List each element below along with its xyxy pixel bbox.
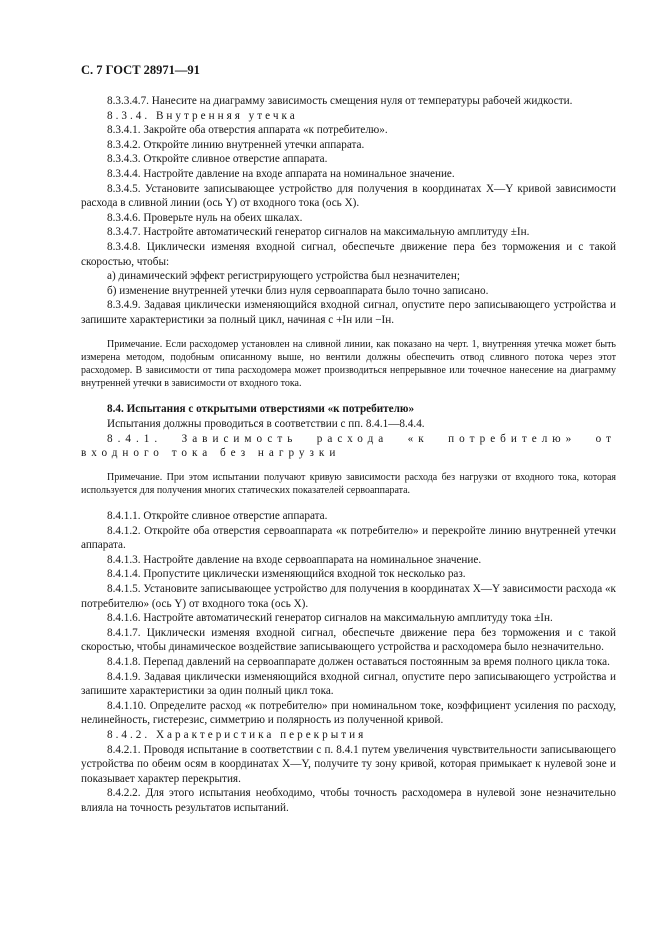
paragraph: 8.3.4.3. Откройте сливное отверстие аппарата. bbox=[107, 153, 328, 166]
paragraph: 8.3.4.4. Настройте давление на входе аппарата на номинальное значение. bbox=[107, 167, 455, 180]
paragraph: 8.4.1.2. Откройте оба отверстия сервоаппарата «к потребителю» и перекройте линию внутренней утечки аппарата. bbox=[81, 524, 616, 552]
paragraph: 8.4.1.3. Настройте давление на входе сервоаппарата на номинальное значение. bbox=[107, 553, 482, 566]
paragraph: 8.4.1.10. Определите расход «к потребителю» при номинальном токе, коэффициент усиления по расходу, нелинейность, гистерезис, симметрию и полярность из полученной кривой. bbox=[81, 699, 616, 727]
paragraph: 8.3.4.7. Настройте автоматический генератор сигналов на максимальную амплитуду ±Iн. bbox=[107, 226, 530, 239]
paragraph: 8.3.4.9. Задавая циклически изменяющийся входной сигнал, опустите перо записывающего устройства и запишите характеристики за полный цикл, начиная с +Iн или −Iн. bbox=[81, 299, 616, 326]
paragraph: 8.3.4.1. Закройте оба отверстия аппарата «к потребителю». bbox=[107, 124, 388, 137]
note: Примечание. При этом испытании получают кривую зависимости расхода без нагрузки от входного тока, которая используется для получения многих статических показателей сервоаппарата. bbox=[81, 471, 616, 496]
document-body bbox=[81, 94, 616, 816]
paragraph: 8.4.1.6. Настройте автоматический генератор сигналов на максимальную амплитуду тока ±Iн. bbox=[107, 612, 553, 625]
paragraph: 8.4.1.5. Установите записывающее устройство для получения в координатах X—Y зависимости расхода «к потребителю» (ось Y) от входного тока (ось X). bbox=[81, 583, 616, 610]
paragraph: 8.3.4.2. Откройте линию внутренней утечки аппарата. bbox=[107, 138, 365, 151]
paragraph: 8.4.2.1. Проводя испытание в соответствии с п. 8.4.1 путем увеличения чувствительности записывающего устройства по обеим осям в координатах X—Y, получите ту зону кривой, которая примыкает к нулевой зоне и показывает характер перекрытия. bbox=[81, 743, 616, 785]
paragraph: 8.3.3.4.7. Нанесите на диаграмму зависимость смещения нуля от температуры рабочей жидкости. bbox=[107, 95, 573, 107]
section-heading: 8.4.1. Зависимость расхода «к потребителю» от входного тока без нагрузки bbox=[81, 432, 616, 460]
note: Примечание. Если расходомер установлен на сливной линии, как показано на черт. 1, внутренняя утечка может быть измерена методом, подобным описанному выше, но вентили должны обеспечить отвод сливного потока через этот расходомер. В зависимости от типа расходомера может производиться непрерывное или точечное нанесение на диаграмму внутренней утечки в зависимости от входного тока. bbox=[81, 338, 616, 390]
paragraph: Испытания должны проводиться в соответствии с пп. 8.4.1—8.4.4. bbox=[107, 417, 425, 430]
list-item: б) изменение внутренней утечки близ нуля сервоаппарата было точно записано. bbox=[107, 284, 489, 297]
paragraph: 8.4.1.8. Перепад давлений на сервоаппарате должен оставаться постоянным за время полного цикла тока. bbox=[107, 656, 610, 669]
paragraph: 8.3.4.5. Установите записывающее устройство для получения в координатах X—Y кривой зависимости расхода в сливной линии (ось Y) от входного тока (ось X). bbox=[81, 182, 616, 210]
page-header: С. 7 ГОСТ 28971—91 bbox=[81, 63, 200, 77]
section-heading: 8.4. Испытания с открытыми отверстиями «к потребителю» bbox=[107, 403, 415, 416]
paragraph: 8.3.4.6. Проверьте нуль на обеих шкалах. bbox=[107, 211, 303, 224]
paragraph: 8.4.2.2. Для этого испытания необходимо, чтобы точность расходомера в нулевой зоне незначительно влияла на точность результатов испытаний. bbox=[81, 787, 616, 814]
paragraph: 8.4.1.9. Задавая циклически изменяющийся входной сигнал, опустите перо записывающего устройства и запишите характеристики за один полный цикл тока. bbox=[81, 670, 616, 698]
section-heading: 8.3.4. Внутренняя утечка bbox=[107, 109, 298, 122]
paragraph: 8.3.4.8. Циклически изменяя входной сигнал, обеспечьте движение пера без торможения и с такой скоростью, чтобы: bbox=[81, 240, 616, 268]
paragraph: 8.4.1.4. Пропустите циклически изменяющийся входной ток несколько раз. bbox=[107, 568, 466, 581]
paragraph: 8.4.1.7. Циклически изменяя входной сигнал, обеспечьте движение пера без торможения и с такой скоростью, чтобы динамическое воздействие записывающего устройства и расходомера было незначительно. bbox=[81, 626, 616, 654]
paragraph: 8.4.1.1. Откройте сливное отверстие аппарата. bbox=[107, 510, 328, 523]
section-heading: 8.4.2. Характеристика перекрытия bbox=[107, 729, 367, 741]
list-item: а) динамический эффект регистрирующего устройства был незначителен; bbox=[107, 270, 460, 283]
